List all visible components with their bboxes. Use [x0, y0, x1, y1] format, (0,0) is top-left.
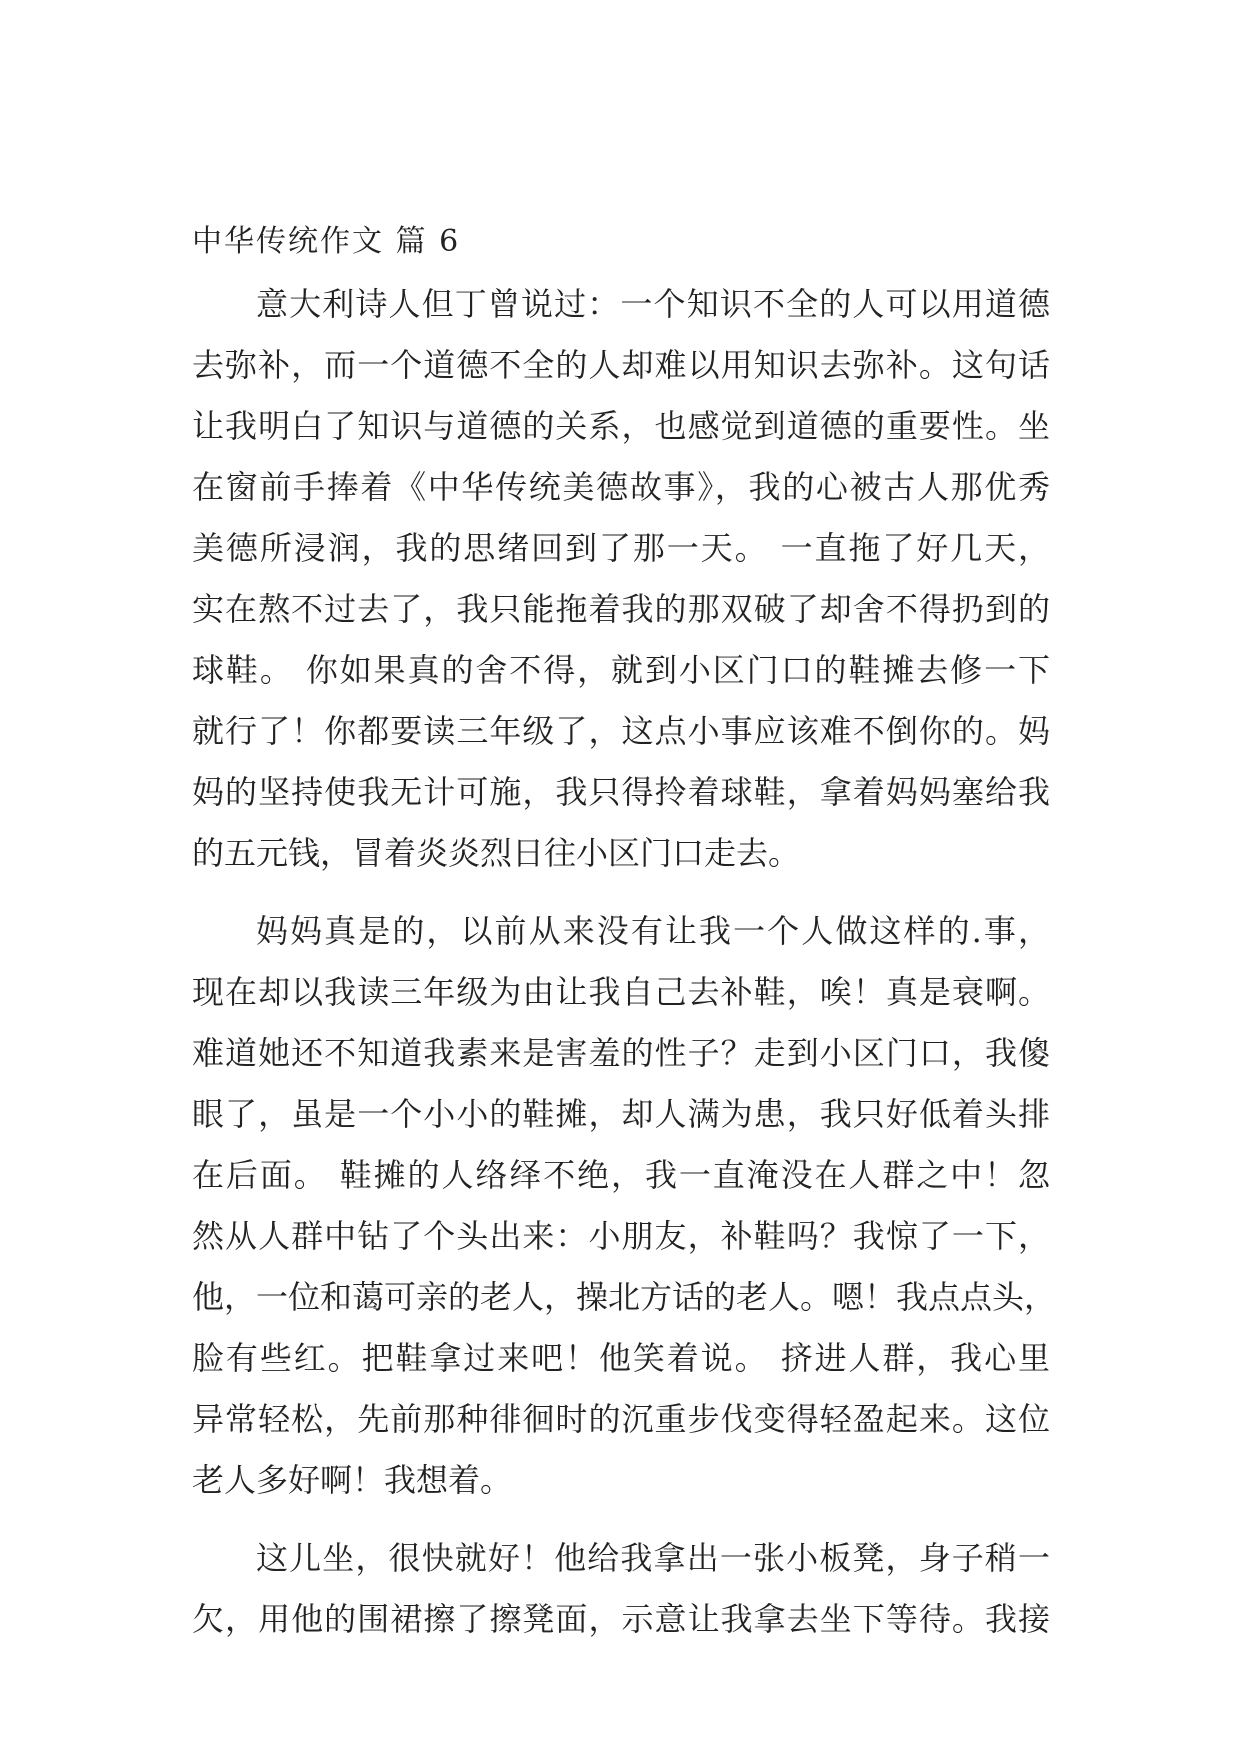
- text-line: 这儿坐，很快就好！他给我拿出一张小板凳，身子稍一: [256, 1539, 1050, 1577]
- text-line: 的五元钱，冒着炎炎烈日往小区门口走去。: [192, 834, 801, 872]
- essay-title: 中华传统作文 篇 6: [192, 224, 461, 259]
- text-line: 老人多好啊！我想着。: [192, 1461, 513, 1499]
- text-line: 意大利诗人但丁曾说过：一个知识不全的人可以用道德: [256, 285, 1050, 323]
- text-line: 在后面。 鞋摊的人络绎不绝，我一直淹没在人群之中！忽: [192, 1156, 1050, 1194]
- text-line: 让我明白了知识与道德的关系，也感觉到道德的重要性。坐: [192, 407, 1050, 445]
- text-line: 在窗前手捧着《中华传统美德故事》，我的心被古人那优秀: [192, 468, 1050, 506]
- text-line: 妈的坚持使我无计可施，我只得拎着球鞋，拿着妈妈塞给我: [192, 773, 1050, 811]
- text-line: 眼了，虽是一个小小的鞋摊，却人满为患，我只好低着头排: [192, 1095, 1050, 1133]
- text-line: 他，一位和蔼可亲的老人，操北方话的老人。嗯！我点点头，: [192, 1278, 1057, 1316]
- text-line: 实在熬不过去了，我只能拖着我的那双破了却舍不得扔到的: [192, 590, 1050, 628]
- text-line: 球鞋。 你如果真的舍不得，就到小区门口的鞋摊去修一下: [192, 651, 1050, 689]
- text-line: 脸有些红。把鞋拿过来吧！他笑着说。 挤进人群，我心里: [192, 1339, 1050, 1377]
- text-line: 去弥补，而一个道德不全的人却难以用知识去弥补。这句话: [192, 346, 1050, 384]
- text-line: 难道她还不知道我素来是害羞的性子？走到小区门口，我傻: [192, 1034, 1050, 1072]
- text-line: 现在却以我读三年级为由让我自己去补鞋，唉！真是衰啊。: [192, 973, 1050, 1011]
- text-line: 美德所浸润，我的思绪回到了那一天。 一直拖了好几天，: [192, 529, 1050, 567]
- text-line: 异常轻松，先前那种徘徊时的沉重步伐变得轻盈起来。这位: [192, 1400, 1050, 1438]
- text-line: 然从人群中钻了个头出来：小朋友，补鞋吗？我惊了一下，: [192, 1217, 1050, 1255]
- text-line: 妈妈真是的，以前从来没有让我一个人做这样的.事，: [256, 912, 1050, 950]
- text-line: 就行了！你都要读三年级了，这点小事应该难不倒你的。妈: [192, 712, 1050, 750]
- text-line: 欠，用他的围裙擦了擦凳面，示意让我拿去坐下等待。我接: [192, 1600, 1050, 1638]
